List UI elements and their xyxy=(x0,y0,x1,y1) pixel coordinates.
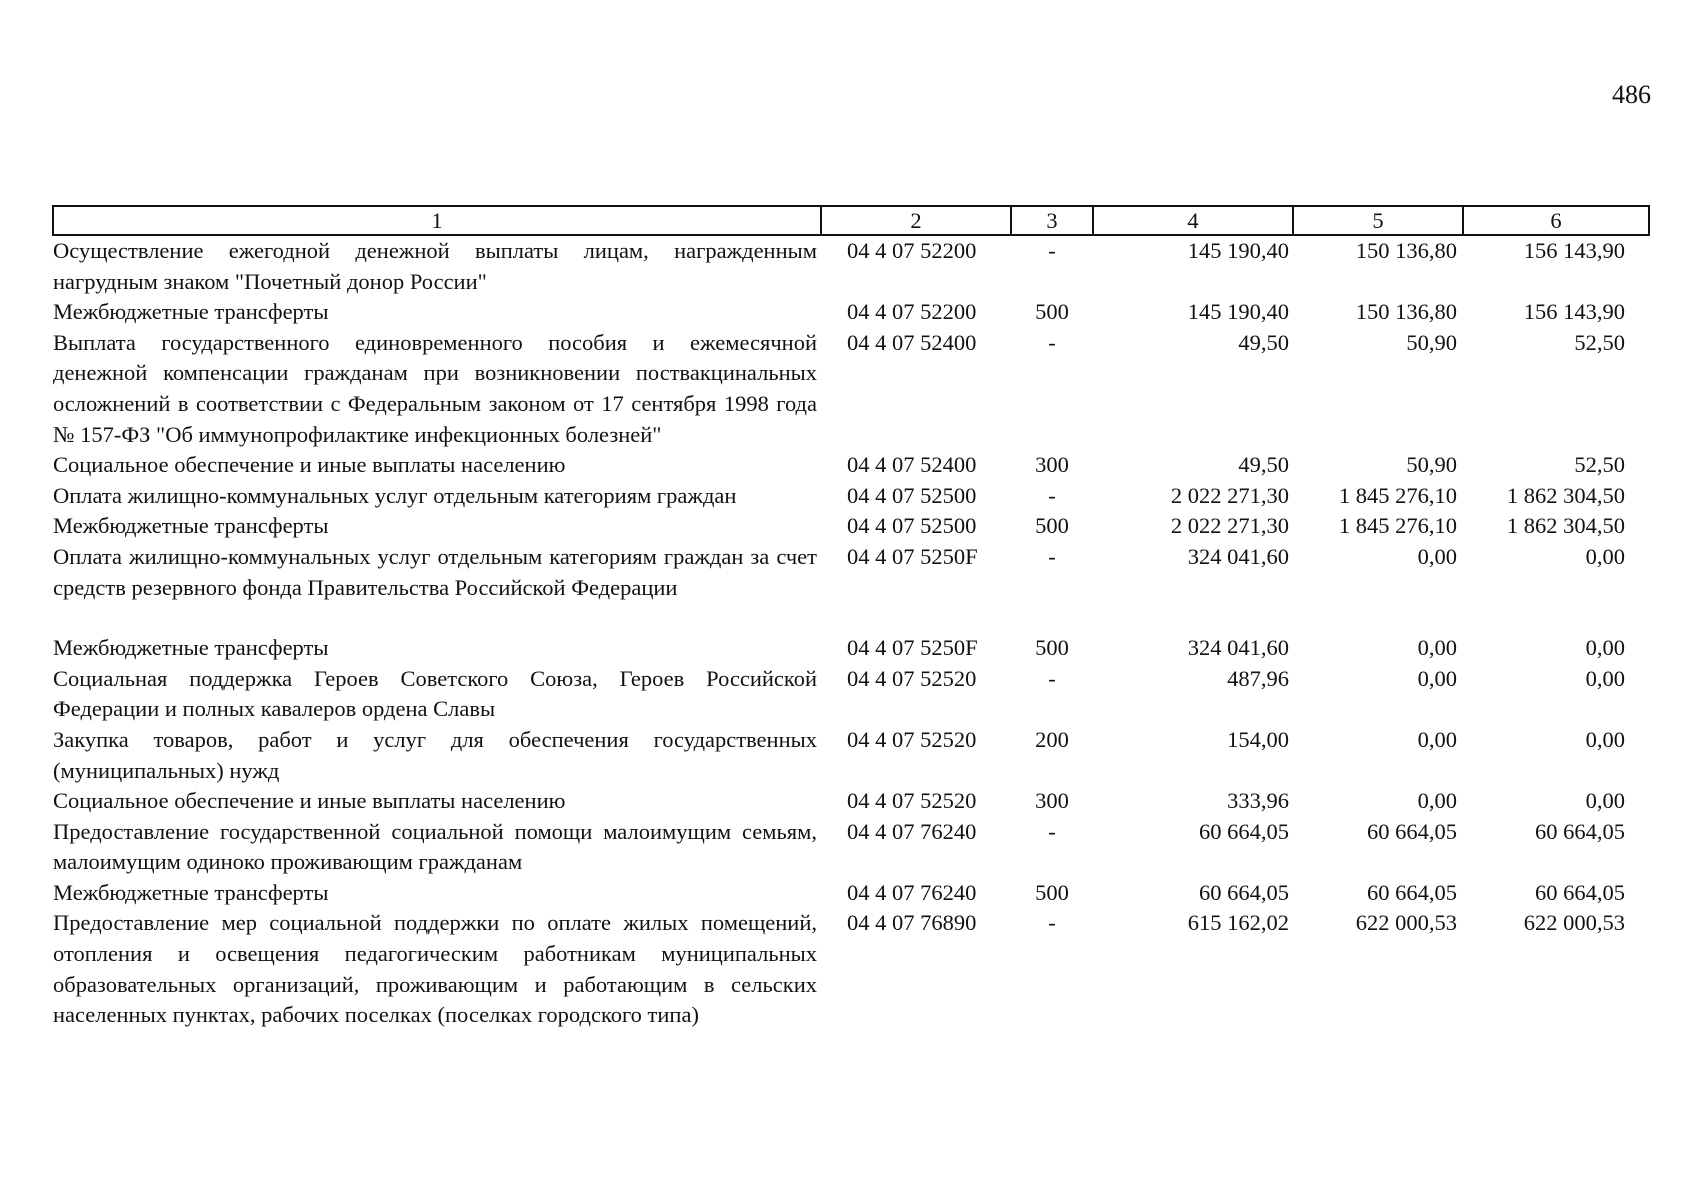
row-value-4: 49,50 xyxy=(1238,329,1289,355)
page-number: 486 xyxy=(1612,80,1651,109)
table-row xyxy=(53,786,1649,817)
row-expense-type: - xyxy=(1048,329,1056,355)
row-value-6: 52,50 xyxy=(1574,452,1625,478)
row-expense-type: 300 xyxy=(1035,788,1069,814)
row-expense-type: 500 xyxy=(1035,513,1069,539)
row-value-4: 154,00 xyxy=(1227,726,1289,752)
header-row xyxy=(53,206,1649,235)
row-value-6: 0,00 xyxy=(1585,665,1625,691)
row-value-4: 324 041,60 xyxy=(1187,635,1289,661)
header-cell-2: 2 xyxy=(821,206,1011,235)
row-code: 04 4 07 5250F xyxy=(847,543,978,569)
row-value-5: 150 136,80 xyxy=(1355,238,1457,263)
row-name: Межбюджетные трансферты xyxy=(53,299,329,325)
row-code: 04 4 07 52500 xyxy=(847,513,977,539)
row-value-6: 156 143,90 xyxy=(1523,238,1625,263)
row-code: 04 4 07 76240 xyxy=(847,879,977,905)
row-expense-type: 500 xyxy=(1035,879,1069,905)
table-row xyxy=(53,511,1649,542)
row-expense-type: - xyxy=(1048,482,1056,508)
row-value-4: 2 022 271,30 xyxy=(1170,482,1289,508)
header-cell-1: 1 xyxy=(53,206,821,235)
row-value-6: 60 664,05 xyxy=(1535,818,1625,844)
row-value-6: 52,50 xyxy=(1574,329,1625,355)
row-expense-type: 300 xyxy=(1035,452,1069,478)
row-value-5: 0,00 xyxy=(1417,788,1457,814)
row-code: 04 4 07 76890 xyxy=(847,910,977,936)
row-value-6: 0,00 xyxy=(1585,788,1625,814)
row-code: 04 4 07 52520 xyxy=(847,788,977,814)
row-value-5: 0,00 xyxy=(1417,726,1457,752)
row-value-5: 1 845 276,10 xyxy=(1338,513,1457,539)
table-row xyxy=(53,725,1649,786)
row-name: Межбюджетные трансферты xyxy=(53,513,329,539)
row-value-6: 0,00 xyxy=(1585,635,1625,661)
header-cell-4: 4 xyxy=(1093,206,1293,235)
table-row xyxy=(53,664,1649,725)
row-expense-type: 500 xyxy=(1035,299,1069,325)
row-expense-type: 500 xyxy=(1035,635,1069,661)
row-value-5: 1 845 276,10 xyxy=(1338,482,1457,508)
table-row xyxy=(53,633,1649,664)
row-name: Межбюджетные трансферты xyxy=(53,635,329,661)
row-value-4: 324 041,60 xyxy=(1187,543,1289,569)
row-value-5: 60 664,05 xyxy=(1367,879,1457,905)
row-value-5: 50,90 xyxy=(1406,329,1457,355)
table-row xyxy=(53,297,1649,328)
row-name: Предоставление государственной социальной помощи малоимущим семьям, малоимущим одиноко проживающим гражданам xyxy=(53,818,817,875)
table-row xyxy=(53,908,1649,1030)
table-row xyxy=(53,328,1649,450)
row-value-6: 156 143,90 xyxy=(1523,299,1625,325)
row-code: 04 4 07 5250F xyxy=(847,635,978,661)
row-expense-type: - xyxy=(1048,238,1056,263)
table-row xyxy=(53,235,1649,297)
row-value-6: 622 000,53 xyxy=(1523,910,1625,936)
row-expense-type: - xyxy=(1048,910,1056,936)
row-expense-type: - xyxy=(1048,818,1056,844)
row-code: 04 4 07 52200 xyxy=(847,238,977,263)
row-code: 04 4 07 52400 xyxy=(847,452,977,478)
row-value-5: 0,00 xyxy=(1417,543,1457,569)
table-row xyxy=(53,481,1649,512)
row-value-6: 1 862 304,50 xyxy=(1506,513,1625,539)
row-name: Осуществление ежегодной денежной выплаты лицам, награжденным нагрудным знаком "Почетный донор России" xyxy=(53,238,817,294)
row-code: 04 4 07 52500 xyxy=(847,482,977,508)
header-cell-5: 5 xyxy=(1293,206,1463,235)
row-value-4: 487,96 xyxy=(1227,665,1289,691)
row-value-4: 49,50 xyxy=(1238,452,1289,478)
table-row xyxy=(53,450,1649,481)
row-value-4: 60 664,05 xyxy=(1199,879,1289,905)
row-value-4: 60 664,05 xyxy=(1199,818,1289,844)
row-value-5: 50,90 xyxy=(1406,452,1457,478)
row-value-4: 2 022 271,30 xyxy=(1170,513,1289,539)
row-expense-type: - xyxy=(1048,665,1056,691)
row-name: Межбюджетные трансферты xyxy=(53,879,329,905)
row-value-5: 150 136,80 xyxy=(1355,299,1457,325)
row-value-6: 0,00 xyxy=(1585,543,1625,569)
header-cell-6: 6 xyxy=(1463,206,1649,235)
row-code: 04 4 07 52200 xyxy=(847,299,977,325)
row-value-6: 1 862 304,50 xyxy=(1506,482,1625,508)
table-row xyxy=(53,817,1649,878)
row-code: 04 4 07 52400 xyxy=(847,329,977,355)
row-name: Социальное обеспечение и иные выплаты населению xyxy=(53,788,566,814)
row-value-5: 622 000,53 xyxy=(1355,910,1457,936)
row-code: 04 4 07 52520 xyxy=(847,726,977,752)
row-expense-type: - xyxy=(1048,543,1056,569)
header-cell-3: 3 xyxy=(1011,206,1093,235)
row-value-6: 0,00 xyxy=(1585,726,1625,752)
row-name: Оплата жилищно-коммунальных услуг отдельным категориям граждан xyxy=(53,482,737,508)
row-value-4: 145 190,40 xyxy=(1187,238,1289,263)
row-code: 04 4 07 76240 xyxy=(847,818,977,844)
row-value-4: 615 162,02 xyxy=(1187,910,1289,936)
table-row xyxy=(53,542,1649,633)
row-value-5: 0,00 xyxy=(1417,635,1457,661)
row-name: Оплата жилищно-коммунальных услуг отдельным категориям граждан за счет средств резервного фонда Правительства Российской Федерации xyxy=(53,543,817,600)
row-expense-type: 200 xyxy=(1035,726,1069,752)
row-name: Социальное обеспечение и иные выплаты населению xyxy=(53,452,566,478)
row-value-4: 333,96 xyxy=(1227,788,1289,814)
row-value-5: 0,00 xyxy=(1417,665,1457,691)
row-name: Закупка товаров, работ и услуг для обеспечения государственных (муниципальных) нужд xyxy=(53,726,817,783)
table-row xyxy=(53,878,1649,909)
row-value-5: 60 664,05 xyxy=(1367,818,1457,844)
row-name: Выплата государственного единовременного пособия и ежемесячной денежной компенсации гражданам при возникновении поствакцинальных осложнений в соответствии с Федеральным законом от 17 сентября 1998 года № 157-ФЗ "Об иммунопрофилактике инфекционных болезней" xyxy=(53,329,817,447)
budget-table xyxy=(52,205,1650,1031)
row-value-6: 60 664,05 xyxy=(1535,879,1625,905)
row-name: Социальная поддержка Героев Советского Союза, Героев Российской Федерации и полных кавалеров ордена Славы xyxy=(53,665,817,722)
row-name: Предоставление мер социальной поддержки по оплате жилых помещений, отопления и освещения педагогическим работникам муниципальных образовательных организаций, проживающим и работающим в сельских населенных пунктах, рабочих поселках (поселках городского типа) xyxy=(53,910,817,1028)
row-code: 04 4 07 52520 xyxy=(847,665,977,691)
row-value-4: 145 190,40 xyxy=(1187,299,1289,325)
